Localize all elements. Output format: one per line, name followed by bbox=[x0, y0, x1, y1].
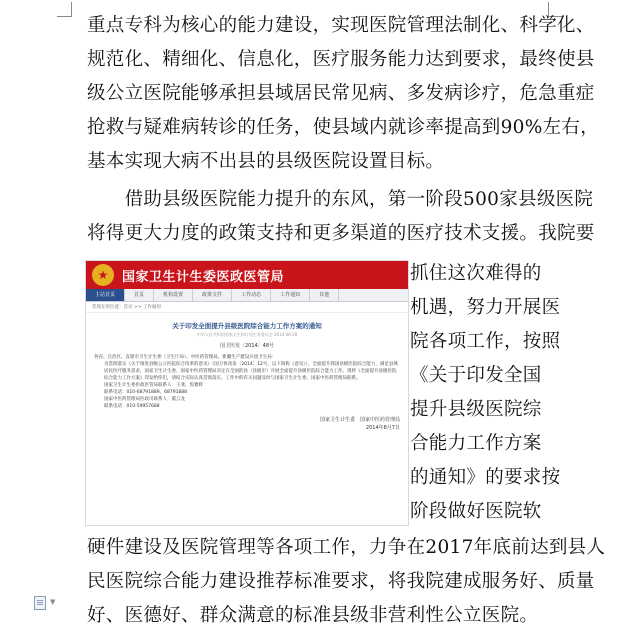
figure-header bbox=[86, 261, 408, 289]
figure-paragraph: 为贯彻落实《关于推进县级公立医院综合改革的意见》（国卫体改发〔2014〕12号，以下简称《意见》），全面提升我国县级医院综合能力，满足县域居民医疗服务需求，国家卫生计生委、国家中医药管理局决定在全国的县（县级市）开展全面提升县级医院综合能力工作。现将《全面提升县级医院综合能力工作方案》印发给你们，请结合实际认真贯彻落实。工作中的有关问题及时与国家卫生计生委、国家中医药管理局联系。 bbox=[104, 362, 398, 381]
figure-nav-item: 机构设置 bbox=[154, 289, 193, 301]
figure-signature bbox=[94, 416, 400, 432]
body-line: 借助县级医院能力提升的东风，第一阶段500家县级医院 bbox=[87, 189, 594, 210]
figure-meta: 中华人民共和国国家卫生和计划生育委员会 2014-08-28 bbox=[196, 332, 298, 337]
body-line: 将得更大力度的政策支持和更多渠道的医疗技术支援。我院要 bbox=[87, 223, 595, 244]
figure-nav-item: 工作动态 bbox=[232, 289, 271, 301]
wrap-line: 合能力工作方案 bbox=[410, 433, 542, 454]
wrap-line: 抓住这次难得的 bbox=[410, 263, 542, 284]
figure-paragraph: 各省、自治区、直辖市卫生计生委（卫生厅局）、中医药管理局，新疆生产建设兵团卫生局： bbox=[94, 355, 277, 360]
body-line: 重点专科为核心的能力建设，实现医院管理法制化、科学化、 bbox=[87, 15, 595, 36]
national-emblem-icon: ★ bbox=[92, 264, 114, 286]
figure-signers: 国家卫生计生委 国家中医药管理局 bbox=[319, 417, 400, 423]
wrap-line: 阶段做好医院软 bbox=[410, 501, 542, 522]
paste-options-icon[interactable] bbox=[34, 596, 46, 610]
wrap-line: 《关于印发全国 bbox=[410, 365, 542, 386]
wrap-line: 提升县级医院综 bbox=[410, 399, 542, 420]
crop-mark-top-left bbox=[57, 2, 72, 17]
body-line: 抢救与疑难病转诊的任务，使县域内就诊率提高到90%左右， bbox=[87, 117, 600, 138]
chevron-down-icon[interactable]: ▼ bbox=[50, 598, 56, 606]
figure-paragraph: 国家卫生计生委医政医管局联系人：王斐、焦雅辉 bbox=[104, 383, 203, 388]
wrap-line: 的通知》的要求按 bbox=[410, 467, 561, 488]
figure-nav-item: 首页 bbox=[125, 289, 154, 301]
body-line: 基本实现大病不出县的县级医院设置目标。 bbox=[87, 151, 445, 172]
figure-nav-item: 主站首页 bbox=[86, 289, 125, 301]
figure-text bbox=[94, 354, 400, 410]
body-line: 好、医德好、群众满意的标准县级非营利性公立医院。 bbox=[87, 605, 539, 626]
body-line: 规范化、精细化、信息化，医疗服务能力达到要求，最终使县 bbox=[87, 49, 595, 70]
body-line: 硬件建设及医院管理等各项工作，力争在2017年底前达到县人 bbox=[87, 537, 606, 558]
figure-doc-number: 国卫医发〔2014〕48号 bbox=[219, 343, 275, 349]
body-line: 民医院综合能力建设推荐标准要求，将我院建成服务好、质量 bbox=[87, 571, 595, 592]
figure-nav-item: 工作通知 bbox=[271, 289, 310, 301]
wrap-line: 机遇，努力开展医 bbox=[410, 297, 561, 318]
figure-site-title: 国家卫生计生委医政医管局 bbox=[122, 269, 285, 285]
figure-paragraph: 联系电话：010-59957688 bbox=[104, 404, 160, 409]
figure-nav-item: 其他 bbox=[310, 289, 339, 301]
figure-breadcrumb: 您现在的位置：首页 >> 工作通知 bbox=[86, 302, 408, 313]
figure-doc-title: 关于印发全面提升县级医院综合能力工作方案的通知 bbox=[172, 322, 322, 330]
figure-date: 2014年8月7日 bbox=[365, 425, 400, 431]
wrap-line: 院各项工作，按照 bbox=[410, 331, 561, 352]
embedded-webpage-screenshot bbox=[85, 260, 409, 526]
figure-paragraph: 国家中医药管理局医政司联系人：董云龙 bbox=[104, 397, 185, 402]
figure-nav-item: 政策文件 bbox=[193, 289, 232, 301]
figure-paragraph: 联系电话：010-68791889、68791888 bbox=[104, 390, 188, 395]
figure-body bbox=[86, 313, 408, 436]
body-line: 级公立医院能够承担县域居民常见病、多发病诊疗，危急重症 bbox=[87, 83, 595, 104]
figure-nav bbox=[86, 289, 408, 302]
